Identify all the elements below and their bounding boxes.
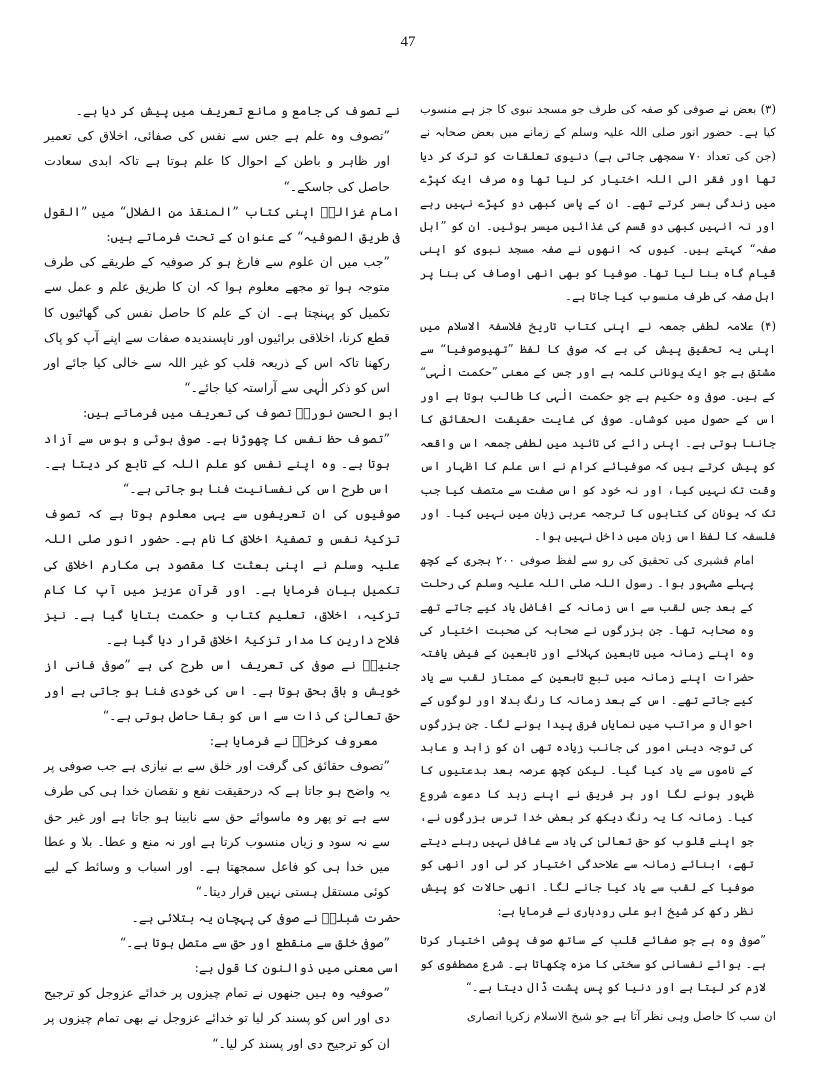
paragraph-ghazali: امام غزالیؒ اپنی کتاب ”المنقذ من الضلال“ میں ”القول فی طریق الصوفیہ“ کے عنوان کے تحت فرماتے ہیں: xyxy=(44,203,400,245)
paragraph-ansari: ان سب کا حاصل وہی نظر آتا ہے جو شیخ الاسلام زکریا انصاری xyxy=(466,1009,776,1024)
paragraph-dhun-nun: اسی معنی میں ذوالنون کا قول ہے: xyxy=(194,959,400,975)
quote-nuri: ”تصوف حظ نفس کا چھوڑنا ہے۔ صوفی ہوئی و ہوس سے آزاد ہوتا ہے۔ وہ اپنے نفس کو علم اللہ کے تابع کر دیتا ہے۔ اس طرح اس کی نفسانیت فنا ہو جاتی ہے۔“ xyxy=(44,430,390,497)
paragraph-junaid: جنیدؒ نے صوفی کی تعریف اس طرح کی ہے ”صوفی فانی از خویش و باقی بحق ہوتا ہے۔ اس کی خودی فنا ہو جاتی ہے اور حق تعالیٰ کی ذات سے اس کو بقا حاصل ہوتی ہے۔“ xyxy=(44,657,400,723)
paragraph-summary: صوفیوں کی ان تعریفوں سے یہی معلوم ہوتا ہے کہ تصوف تزکیۂ نفس و تصفیۂ اخلاق کا نام ہے۔ حضور انور صلی اللہ علیہ وسلم نے اپنی بعثت کا مقصود ہی مکارم اخلاق کی تکمیل بیان فرمایا ہے۔ اور قرآن عزیز میں آپ کا کام تزکیہ، اخلاق، تعلیم کتاب و حکمت بتایا گیا ہے۔ نیز فلاح دارین کا مدار تزکیۂ اخلاق قرار دیا گیا ہے۔ xyxy=(44,506,400,648)
quote-shibli: ”صوفی خلق سے منقطع اور حق سے متصل ہوتا ہے۔“ xyxy=(119,934,390,950)
paragraph-shibli: حضرت شبلیؒ نے صوفی کی پہچان یہ بتلائی ہے۔ xyxy=(131,909,400,925)
left-column xyxy=(44,98,400,1056)
quote-definition: ”تصوف وہ علم ہے جس سے نفس کی صفائی، اخلاق کی تعمیر اور ظاہر و باطن کے احوال کا علم ہوتا ہے تاکہ ابدی سعادت حاصل کی جاسکے۔“ xyxy=(44,128,390,194)
paragraph-theosophia: (۴) علامہ لطفی جمعہ نے اپنی کتاب تاریخ فلاسفۃ الاسلام میں اپنی یہ تحقیق پیش کی ہے کہ صوفی کا لفظ ”تھیوصوفیا“ سے مشتق ہے جو ایک یونانی کلمہ ہے اور جس کے معنی ”حکمت الٰہی“ کے ہیں۔ صوفی وہ حکیم ہے جو حکمت الٰہی کا طالب ہوتا ہے اور اس کے حصول میں کوشاں۔ صوفی کی غایت حقیقت الحقائق کا جاننا ہوتی ہے۔ اپنی رائے کی تائید میں لطفی جمعہ اس واقعہ کو پیش کرتے ہیں کہ صوفیائے کرام نے اس علم کا اظہار اس وقت تک نہیں کیا، اور نہ خود کو اس صفت سے متصف کیا جب تک کہ یونان کی کتابوں کا ترجمہ عربی زبان میں نہیں کیا۔ اور فلسفہ کا لفظ اس زبان میں داخل نہیں ہوا۔ xyxy=(420,318,776,544)
quote-dhun-nun: ”صوفیہ وہ ہیں جنھوں نے تمام چیزوں پر خدائے عزوجل کو ترجیح دی اور اس کو پسند کر لیا تو خدائے عزوجل نے بھی تمام چیزوں پر ان کو ترجیح دی اور پسند کر لیا۔“ xyxy=(44,985,390,1051)
paragraph-karkhi: معروف کرخیؒ نے فرمایا ہے: xyxy=(209,733,378,749)
quote-rudbari: ”صوفی وہ ہے جو صفائے قلب کے ساتھ صوف پوشی اختیار کرتا ہے۔ ہوائے نفسانی کو سختی کا مزہ چکھاتا ہے۔ شرع مصطفوی کو لازم کر لیتا ہے اور دنیا کو پس پشت ڈال دیتا ہے۔“ xyxy=(420,933,766,995)
right-column xyxy=(420,98,776,1029)
paragraph-nuri: ابو الحسن نوریؒ تصوف کی تعریف میں فرماتے ہیں: xyxy=(82,405,400,421)
paragraph-suffa: (۳) بعض نے صوفی کو صفہ کی طرف جو مسجد نبوی کا جز ہے منسوب کیا ہے۔ حضور انور صلی اللہ علیہ وسلم کے زمانے میں بعض صحابہ نے (جن کی تعداد ۷۰ سمجھی جاتی ہے) دنیوی تعلقات کو ترک کر دیا تھا اور فقر الی اللہ اختیار کر لیا تھا وہ صرف ایک کپڑے میں زندگی بسر کرتے تھے۔ ان کے پاس کبھی دو کپڑے نہیں رہے اور نہ انہیں کبھی دو قسم کی غذائیں میسر ہوئیں۔ ان کو ”اہل صفہ“ کہتے ہیں۔ کیوں کہ انھوں نے صفہ مسجد نبوی کو اپنی قیام گاہ بنا لیا تھا۔ صوفیا کو بھی انھی اوصاف کی بنا پر اہل صفہ کی طرف منسوب کیا جاتا ہے۔ xyxy=(420,102,776,304)
quote-ghazali: ”جب میں ان علوم سے فارغ ہو کر صوفیہ کے طریقے کی طرف متوجہ ہوا تو مجھے معلوم ہوا کہ ان کا طریق علم و عمل سے تکمیل کو پہنچتا ہے۔ ان کے علم کا حاصل نفس کی گھاٹیوں کا قطع کرنا، اخلاقی برائیوں اور ناپسندیدہ صفات سے اپنے آپ کو پاک رکھنا تاکہ اس کے ذریعہ قلب کو غیر اللہ سے خالی کیا جائے اور اس کو ذکر الٰہی سے آراستہ کیا جائے۔“ xyxy=(44,254,390,396)
quote-karkhi: ”تصوف حقائق کی گرفت اور خلق سے بے نیازی ہے جب صوفی پر یہ واضح ہو جاتا ہے کہ درحقیقت نفع و نقصان خدا ہی کی طرف سے ہے تو پھر وہ ماسوائے حق سے نابینا ہو جاتا ہے اور غیر حق سے نہ سود و زیاں منسوب کرتا ہے اور نہ منع و عطا۔ بلا و عطا میں خدا ہی کو فاعل سمجھتا ہے۔ اور اسباب و وسائط کے لیے کوئی مستقل ہستی نہیں قرار دیتا۔“ xyxy=(44,758,390,900)
paragraph-qushayri: امام قشیری کی تحقیق کی رو سے لفظ صوفی ۲۰۰ ہجری کے کچھ پہلے مشہور ہوا۔ رسول اللہ صلی اللہ علیہ وسلم کی رحلت کے بعد جس لقب سے اس زمانہ کے افاضل یاد کیے جاتے تھے وہ صحابہ تھا۔ جن بزرگوں نے صحابہ کی صحبت اختیار کی وہ اپنے زمانہ میں تابعین کہلائے اور تابعین کے فیض یافتہ حضرات اپنے زمانہ میں تبع تابعین کے ممتاز لقب سے یاد کیے جاتے تھے۔ اس کے بعد زمانہ کا رنگ بدلا اور لوگوں کے احوال و مراتب میں نمایاں فرق پیدا ہونے لگا۔ جن بزرگوں کی توجہ دینی امور کی جانب زیادہ تھی ان کو زاہد و عابد کے ناموں سے یاد کیا گیا۔ لیکن کچھ عرصہ بعد بدعتیوں کا ظہور ہونے لگا اور ہر فریق نے اپنے زہد کا دعوے شروع کیا۔ زمانہ کا یہ رنگ دیکھ کر بعض خدا ترس بزرگوں نے، جو اپنے قلوب کو حق تعالیٰ کی یاد سے غافل نہیں رہنے دیتے تھے، ابنائے زمانہ سے علاحدگی اختیار کر لی اور انھی کو صوفیا کے لقب سے یاد کیا جانے لگا۔ انھی حالات کو پیش نظر رکھ کر شیخ ابو علی رودباری نے فرمایا ہے: xyxy=(420,552,754,918)
paragraph-intro: نے تصوف کی جامع و مانع تعریف میں پیش کر دیا ہے۔ xyxy=(75,103,400,118)
page-number: 47 xyxy=(400,34,416,50)
